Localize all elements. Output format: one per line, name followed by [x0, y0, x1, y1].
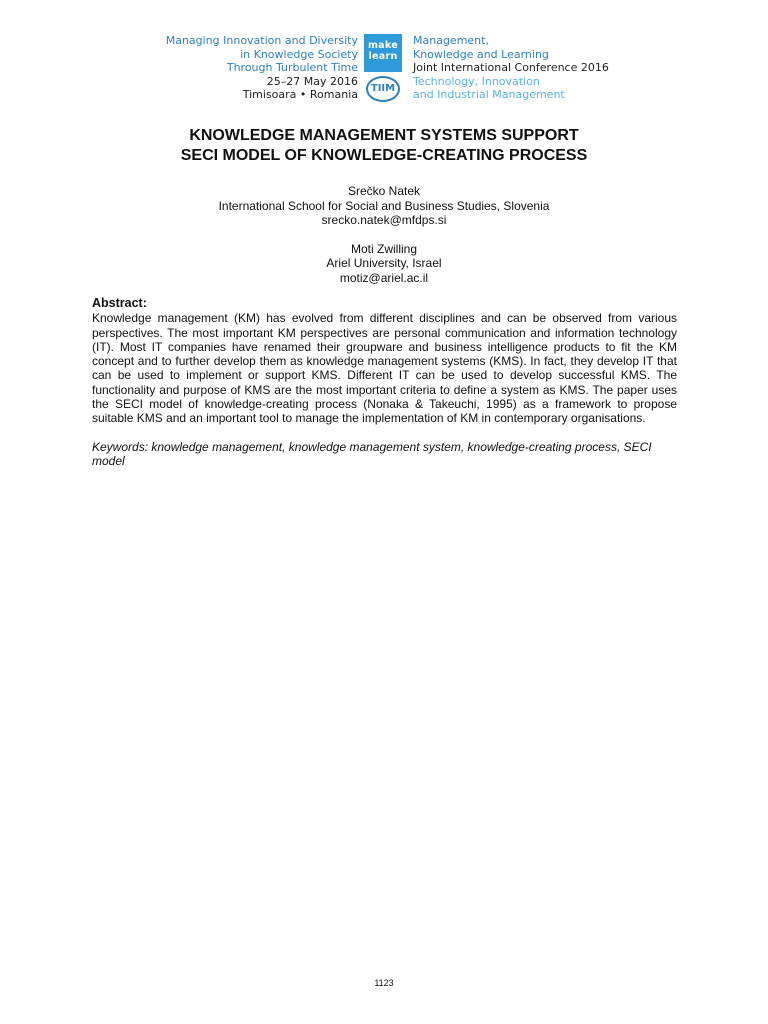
author-name: Srečko Natek: [347, 184, 421, 198]
author-affiliation: Ariel University, Israel: [326, 256, 442, 270]
tiim-badge: TIIM: [366, 76, 400, 102]
page-number: 1123: [374, 978, 394, 988]
banner-left-line: Managing Innovation and Diversity: [165, 34, 358, 47]
banner-right-text: [413, 34, 609, 102]
banner-right-line: Technology, Innovation: [413, 74, 540, 88]
abstract-section: [92, 296, 677, 468]
banner-left-text: [166, 34, 358, 102]
banner-right-line: and Industrial Management: [413, 88, 565, 101]
banner-right-line: Knowledge and Learning: [413, 47, 549, 61]
abstract-heading: Abstract:: [92, 296, 147, 310]
banner-right-line: Joint International Conference 2016: [413, 61, 609, 74]
make-learn-logo: [364, 34, 402, 72]
author-block: [0, 242, 768, 286]
author-affiliation: International School for Social and Business Studies, Slovenia: [218, 198, 550, 213]
banner-left-line: in Knowledge Society: [240, 47, 358, 61]
author-email: srecko.natek@mfdps.si: [321, 213, 447, 227]
logo-make-text: make: [367, 40, 398, 51]
keywords: Keywords: knowledge management, knowledge management system, knowledge-creating process, SECI model: [92, 439, 652, 468]
make-learn-tiim-logo: [364, 34, 402, 104]
author-name: Moti Zwilling: [350, 241, 417, 256]
conference-date: 25–27 May 2016: [266, 74, 358, 88]
author-block: [0, 184, 768, 228]
title-line: SECI MODEL OF KNOWLEDGE-CREATING PROCESS: [180, 147, 588, 164]
title-line: KNOWLEDGE MANAGEMENT SYSTEMS SUPPORT: [189, 127, 579, 144]
author-list: [0, 184, 768, 299]
logo-learn-text: learn: [368, 51, 398, 62]
abstract-text: Knowledge management (KM) has evolved from different disciplines and can be observed from various perspectives. The most important KM perspectives are personal communication and information technology (IT). Most IT companies have renamed their groupware and business intelligence products to fit the KM concept and to further develop them as knowledge management systems (KMS). In fact, they develop IT that can be used to implement or support KMS. Different IT can be used to develop successful KMS. The functionality and purpose of KMS are the most important criteria to define a system as KMS. The paper uses the SECI model of knowledge-creating process (Nonaka & Takeuchi, 1995) as a framework to propose suitable KMS and an important tool to manage the implementation of KM in contemporary organisations.: [92, 311, 677, 426]
author-email: motiz@ariel.ac.il: [339, 270, 429, 285]
conference-place: Timisoara • Romania: [242, 88, 358, 101]
conference-banner: [0, 34, 768, 104]
banner-left-line: Through Turbulent Time: [226, 61, 358, 74]
banner-right-line: Management,: [413, 34, 489, 47]
paper-title: [0, 126, 768, 166]
